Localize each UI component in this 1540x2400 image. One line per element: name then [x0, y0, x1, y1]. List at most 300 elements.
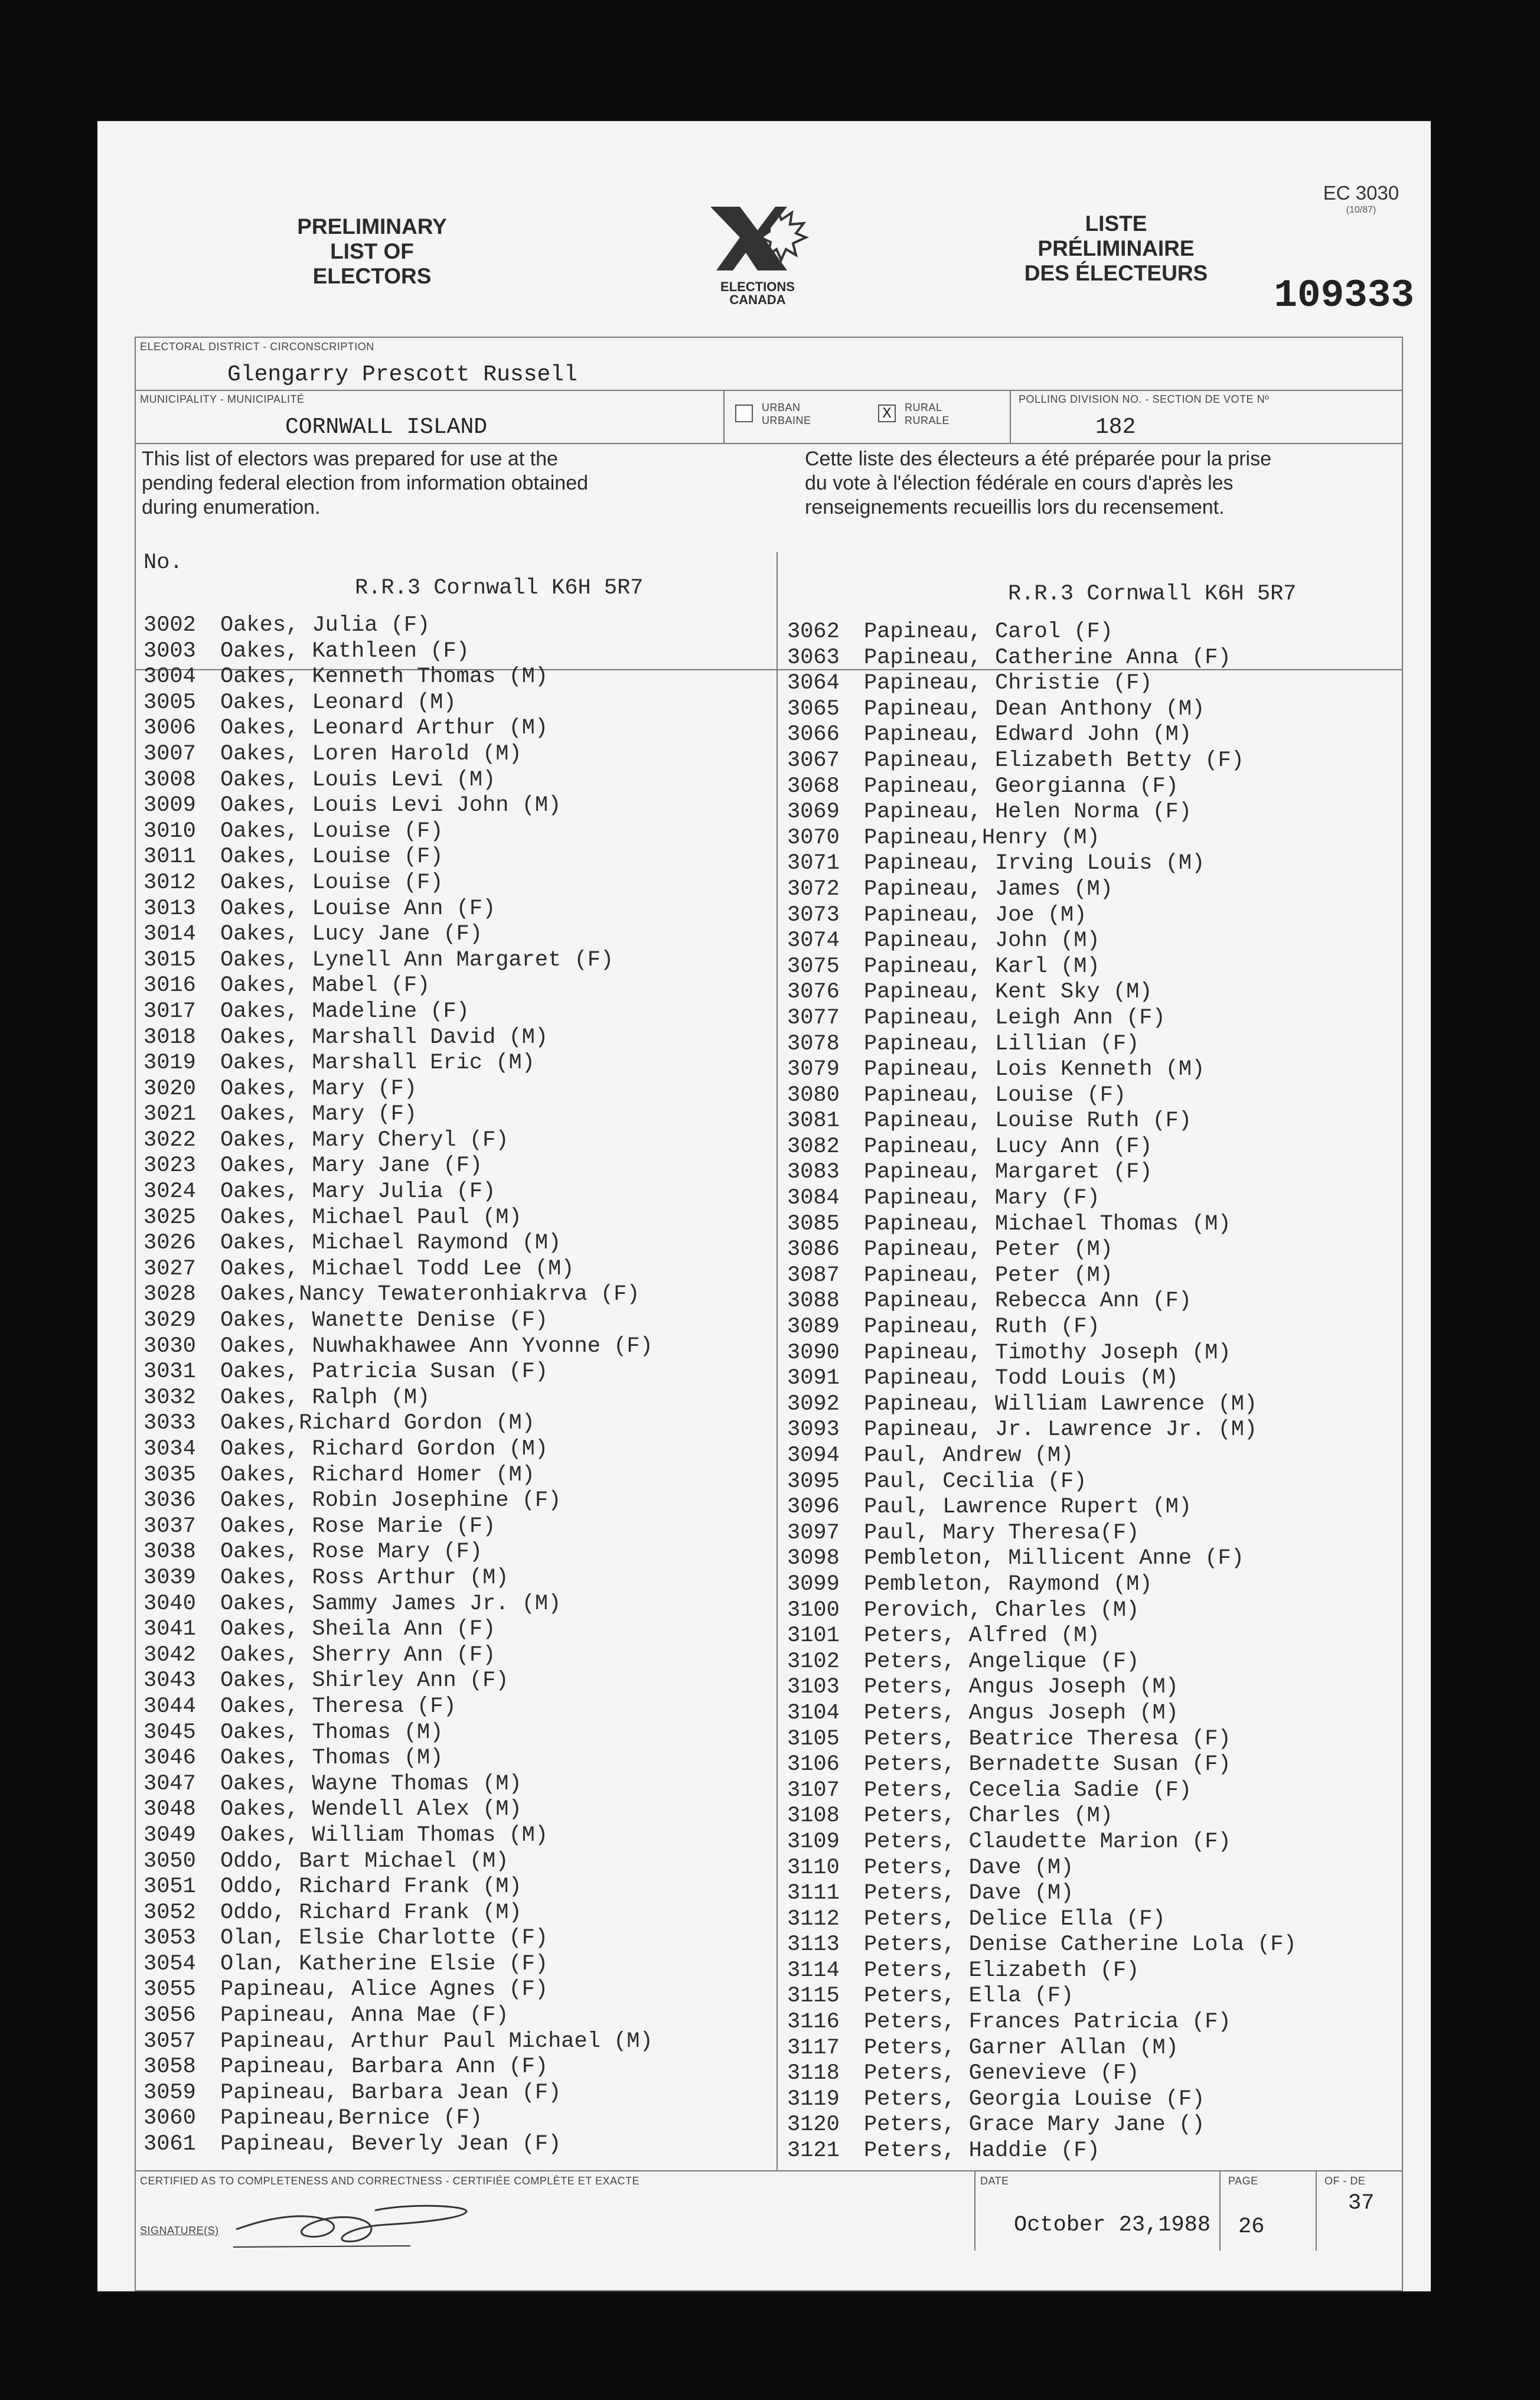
elector-name: Papineau, Christie (F) [864, 671, 1153, 696]
list-item [143, 1463, 769, 1489]
elector-name: Papineau, Lucy Ann (F) [864, 1134, 1153, 1159]
elector-name: Oakes, Loren Harold (M) [220, 741, 522, 767]
list-item [143, 1411, 769, 1437]
elector-number: 3096 [787, 1495, 840, 1520]
list-item [787, 2112, 1401, 2138]
number-column-label: No. [143, 550, 183, 575]
elector-name: Peters, Genevieve (F) [864, 2061, 1140, 2086]
elector-number: 3049 [143, 1822, 196, 1848]
list-item [143, 716, 769, 742]
elector-name: Pembleton, Raymond (M) [864, 1571, 1153, 1597]
notice-en-line-2: pending federal election from information obtained [142, 472, 589, 494]
elector-number: 3075 [787, 954, 840, 979]
elector-number: 3100 [787, 1597, 840, 1623]
list-item [143, 1694, 769, 1720]
elector-name: Papineau,Henry (M) [864, 825, 1100, 850]
list-item [787, 1057, 1401, 1083]
elector-name: Papineau, Peter (M) [864, 1237, 1113, 1263]
elector-number: 3099 [787, 1571, 840, 1597]
list-item [143, 768, 769, 794]
rural-checkbox[interactable]: X [878, 405, 896, 422]
elector-number: 3044 [143, 1694, 196, 1719]
list-item [143, 1514, 769, 1540]
title-en-line-3: ELECTORS [312, 264, 432, 288]
title-en-line-2: LIST OF [330, 239, 414, 263]
elector-number: 3022 [143, 1127, 196, 1153]
elector-name: Peters, Haddie (F) [864, 2138, 1100, 2164]
elector-name: Oakes, Mary Cheryl (F) [220, 1127, 509, 1153]
list-item [143, 1540, 769, 1566]
elector-number: 3084 [787, 1186, 840, 1211]
list-item [143, 1772, 769, 1798]
elector-number: 3066 [787, 722, 840, 748]
list-item [787, 671, 1401, 697]
elector-number: 3097 [787, 1520, 840, 1545]
elector-name: Papineau, John (M) [864, 928, 1100, 954]
elector-name: Peters, Frances Patricia (F) [864, 2010, 1231, 2035]
elector-name: Papineau, Louise Ruth (F) [864, 1108, 1192, 1134]
left-elector-list [143, 613, 769, 2158]
elector-name: Papineau, Helen Norma (F) [864, 800, 1192, 825]
elector-number: 3111 [787, 1881, 840, 1906]
district-value: Glengarry Prescott Russell [227, 362, 578, 387]
elector-name: Papineau, Rebecca Ann (F) [864, 1289, 1192, 1314]
elector-number: 3058 [143, 2055, 196, 2080]
elector-name: Peters, Angus Joseph (M) [864, 1675, 1179, 1700]
elector-name: Oakes, Theresa (F) [220, 1694, 456, 1719]
right-elector-list [787, 619, 1401, 2164]
notice-fr-line-3: renseignements recueillis lors du recensement. [805, 496, 1225, 519]
elector-name: Oakes, Mary (F) [220, 1076, 417, 1101]
elector-name: Papineau, Leigh Ann (F) [864, 1005, 1166, 1031]
elector-name: Oakes, Ralph (M) [220, 1385, 430, 1410]
elector-number: 3030 [143, 1333, 196, 1359]
urban-label-en: URBAN [762, 402, 801, 413]
elector-number: 3115 [787, 1984, 840, 2009]
signature-label: SIGNATURE(S) [140, 2225, 219, 2236]
elector-number: 3009 [143, 793, 196, 819]
polling-division-value: 182 [1095, 415, 1136, 440]
elector-number: 3035 [143, 1462, 196, 1488]
elector-number: 3071 [787, 851, 840, 876]
elector-number: 3088 [787, 1289, 840, 1314]
elector-name: Peters, Angelique (F) [864, 1649, 1140, 1674]
title-english [275, 214, 469, 289]
elector-name: Oddo, Richard Frank (M) [220, 1900, 522, 1925]
elector-name: Oakes, Nuwhakhawee Ann Yvonne (F) [220, 1333, 653, 1359]
serial-number: 109333 [1274, 273, 1414, 318]
list-item [787, 1572, 1401, 1598]
list-item [143, 1128, 769, 1154]
elector-name: Oakes, Sammy James Jr. (M) [220, 1591, 562, 1616]
list-item [787, 1495, 1401, 1521]
list-item [787, 1778, 1401, 1804]
elector-name: Oakes, Ross Arthur (M) [220, 1565, 509, 1590]
elector-name: Oakes, Louis Levi (M) [220, 767, 496, 793]
list-item [787, 1881, 1401, 1907]
elector-name: Papineau, Anna Mae (F) [220, 2003, 509, 2029]
rural-label [905, 401, 950, 427]
footer-divider [135, 2170, 1403, 2171]
elector-number: 3029 [143, 1308, 196, 1333]
list-item [143, 664, 769, 690]
elector-number: 3032 [143, 1385, 196, 1410]
list-item [787, 619, 1401, 645]
elections-canada-logo [699, 201, 817, 307]
list-item [143, 1592, 769, 1618]
list-item [143, 1437, 769, 1463]
list-item [143, 2106, 769, 2132]
elector-name: Oakes, Lynell Ann Margaret (F) [220, 947, 614, 973]
title-french [1001, 211, 1231, 286]
elector-number: 3077 [787, 1005, 840, 1031]
list-item [143, 1977, 769, 2003]
list-item [143, 1720, 769, 1746]
elector-number: 3016 [143, 973, 196, 999]
list-item [143, 1643, 769, 1669]
date-label: DATE [980, 2175, 1009, 2187]
elector-number: 3073 [787, 902, 840, 928]
list-item [143, 639, 769, 665]
elector-number: 3053 [143, 1926, 196, 1951]
elector-name: Peters, Ella (F) [864, 1984, 1074, 2009]
elector-number: 3018 [143, 1025, 196, 1050]
elector-name: Papineau, Elizabeth Betty (F) [864, 748, 1244, 773]
elector-name: Oakes, Mary Julia (F) [220, 1179, 496, 1205]
elector-name: Papineau, Joe (M) [864, 902, 1087, 928]
elector-number: 3105 [787, 1726, 840, 1752]
elector-number: 3072 [787, 876, 840, 902]
elector-number: 3040 [143, 1591, 196, 1616]
elector-name: Oakes, Wayne Thomas (M) [220, 1771, 522, 1796]
list-item [787, 1212, 1401, 1238]
elector-name: Oakes, Louise (F) [220, 819, 443, 844]
divider [135, 390, 1403, 391]
list-item [787, 1598, 1401, 1624]
form-revision: (10/87) [1346, 205, 1376, 215]
date-value: October 23,1988 [1014, 2213, 1211, 2238]
elector-name: Papineau, Beverly Jean (F) [220, 2132, 562, 2157]
list-item [143, 1257, 769, 1283]
list-item [143, 1746, 769, 1772]
list-item [143, 1952, 769, 1978]
list-item [787, 1932, 1401, 1958]
elector-number: 3036 [143, 1488, 196, 1514]
list-item [143, 948, 769, 974]
elector-name: Oakes, Kathleen (F) [220, 638, 469, 664]
elector-name: Oddo, Richard Frank (M) [220, 1874, 522, 1900]
elector-name: Papineau, Georgianna (F) [864, 774, 1179, 799]
list-item [787, 1186, 1401, 1212]
list-item [787, 2138, 1401, 2164]
logo-text-elections: ELECTIONS [720, 279, 795, 294]
list-item [787, 697, 1401, 723]
elector-name: Peters, Cecelia Sadie (F) [864, 1778, 1192, 1803]
elector-number: 3037 [143, 1514, 196, 1539]
list-item [143, 1668, 769, 1694]
elector-name: Peters, Delice Ella (F) [864, 1906, 1166, 1932]
notice-english [142, 447, 732, 520]
elector-number: 3119 [787, 2086, 840, 2112]
elector-number: 3005 [143, 690, 196, 715]
signature-mark [233, 2194, 469, 2253]
elector-name: Papineau, Karl (M) [864, 954, 1100, 979]
list-item [787, 800, 1401, 826]
elector-name: Oakes, Richard Homer (M) [220, 1462, 535, 1488]
elector-name: Oakes, Thomas (M) [220, 1720, 443, 1745]
list-item [143, 1282, 769, 1308]
list-item [143, 613, 769, 639]
elector-number: 3064 [787, 671, 840, 696]
elector-number: 3046 [143, 1746, 196, 1771]
elector-number: 3061 [143, 2132, 196, 2157]
list-item [143, 1051, 769, 1077]
elector-number: 3020 [143, 1076, 196, 1101]
elector-number: 3069 [787, 800, 840, 825]
list-item [143, 2081, 769, 2106]
list-item [787, 1958, 1401, 1984]
elector-name: Peters, Claudette Marion (F) [864, 1829, 1231, 1854]
elector-name: Peters, Denise Catherine Lola (F) [864, 1932, 1297, 1958]
list-item [143, 896, 769, 922]
elector-name: Papineau, Edward John (M) [864, 722, 1192, 748]
list-item [787, 1006, 1401, 1032]
list-item [787, 2061, 1401, 2087]
urban-label [762, 401, 811, 427]
elector-name: Oakes, Michael Paul (M) [220, 1205, 522, 1230]
elector-name: Oakes, Louis Levi John (M) [220, 793, 562, 819]
elector-number: 3070 [787, 825, 840, 850]
list-item [787, 1134, 1401, 1160]
elector-name: Papineau, Jr. Lawrence Jr. (M) [864, 1417, 1258, 1443]
elector-name: Oakes, Leonard Arthur (M) [220, 716, 549, 741]
list-item [787, 1160, 1401, 1186]
elector-name: Oakes, Michael Todd Lee (M) [220, 1256, 575, 1281]
title-fr-line-3: DES ÉLECTEURS [1024, 261, 1208, 285]
elector-name: Oakes, Patricia Susan (F) [220, 1359, 549, 1385]
elector-number: 3033 [143, 1411, 196, 1436]
elector-number: 3102 [787, 1649, 840, 1674]
list-item [787, 1443, 1401, 1469]
list-item [143, 1153, 769, 1179]
elector-number: 3118 [787, 2061, 840, 2086]
list-item [787, 1341, 1401, 1367]
elector-number: 3014 [143, 922, 196, 947]
elector-number: 3090 [787, 1340, 840, 1365]
elector-name: Oakes, Michael Raymond (M) [220, 1231, 562, 1256]
list-item [143, 793, 769, 819]
elector-name: Peters, Alfred (M) [864, 1623, 1100, 1649]
list-item [143, 819, 769, 845]
elector-number: 3042 [143, 1642, 196, 1668]
list-item [143, 973, 769, 999]
elector-name: Peters, Bernadette Susan (F) [864, 1752, 1231, 1778]
elector-number: 3087 [787, 1263, 840, 1288]
elector-number: 3078 [787, 1031, 840, 1056]
elector-number: 3093 [787, 1417, 840, 1443]
urban-checkbox[interactable] [735, 405, 753, 422]
elector-number: 3092 [787, 1391, 840, 1417]
list-item [787, 1830, 1401, 1856]
elector-name: Papineau, Louise (F) [864, 1082, 1127, 1108]
list-item [787, 748, 1401, 774]
list-item [143, 1102, 769, 1128]
page-value: 26 [1238, 2215, 1265, 2239]
elector-number: 3057 [143, 2029, 196, 2054]
elector-number: 3079 [787, 1057, 840, 1082]
list-item [787, 1752, 1401, 1778]
list-item [787, 645, 1401, 671]
list-item [143, 1025, 769, 1051]
list-item [787, 1675, 1401, 1701]
list-item [143, 1823, 769, 1849]
elector-name: Oakes,Richard Gordon (M) [220, 1411, 535, 1436]
elector-number: 3112 [787, 1906, 840, 1932]
document-page [97, 121, 1431, 2291]
elector-number: 3019 [143, 1051, 196, 1076]
elector-number: 3116 [787, 2010, 840, 2035]
elector-number: 3081 [787, 1108, 840, 1134]
elector-number: 3114 [787, 1958, 840, 1983]
elector-number: 3120 [787, 2112, 840, 2138]
elector-number: 3095 [787, 1469, 840, 1494]
elector-name: Oakes, Mabel (F) [220, 973, 430, 999]
list-item [143, 1077, 769, 1103]
notice-fr-line-1: Cette liste des électeurs a été préparée pour la prise [805, 448, 1272, 470]
elector-number: 3026 [143, 1231, 196, 1256]
list-item [143, 1385, 769, 1411]
elector-number: 3021 [143, 1102, 196, 1127]
list-item [143, 1308, 769, 1334]
elector-number: 3051 [143, 1874, 196, 1900]
rural-label-fr: RURALE [905, 415, 950, 426]
list-item [143, 1926, 769, 1952]
list-item [787, 1907, 1401, 1933]
elector-name: Olan, Elsie Charlotte (F) [220, 1926, 549, 1951]
list-item [143, 1231, 769, 1257]
elector-name: Papineau, Barbara Ann (F) [220, 2055, 549, 2080]
elector-number: 3006 [143, 716, 196, 741]
elector-name: Oakes, Mary (F) [220, 1102, 417, 1127]
list-item [143, 1359, 769, 1385]
elector-number: 3011 [143, 844, 196, 870]
elector-name: Oakes, Thomas (M) [220, 1746, 443, 1771]
elector-name: Oakes, Robin Josephine (F) [220, 1488, 562, 1514]
elector-number: 3062 [787, 619, 840, 644]
elector-number: 3055 [143, 1977, 196, 2003]
list-item [787, 928, 1401, 954]
elector-number: 3015 [143, 947, 196, 973]
elector-name: Oakes, Julia (F) [220, 613, 430, 638]
elector-name: Papineau, Barbara Jean (F) [220, 2080, 562, 2105]
district-label: ELECTORAL DISTRICT - CIRCONSCRIPTION [140, 341, 374, 353]
elector-name: Peters, Beatrice Theresa (F) [864, 1726, 1231, 1752]
elector-number: 3067 [787, 748, 840, 773]
elector-name: Paul, Andrew (M) [864, 1443, 1074, 1468]
elector-number: 3074 [787, 928, 840, 954]
elector-name: Oddo, Bart Michael (M) [220, 1848, 509, 1874]
elector-name: Peters, Elizabeth (F) [864, 1958, 1140, 1983]
list-item [143, 2029, 769, 2055]
urban-label-fr: URBAINE [762, 415, 811, 426]
list-item [787, 722, 1401, 748]
list-item [787, 1289, 1401, 1315]
notice-french [805, 447, 1401, 520]
elector-name: Papineau, William Lawrence (M) [864, 1391, 1258, 1417]
elector-number: 3091 [787, 1366, 840, 1391]
list-item [787, 1032, 1401, 1058]
elector-number: 3017 [143, 999, 196, 1024]
list-item [787, 1623, 1401, 1649]
elector-name: Peters, Dave (M) [864, 1881, 1074, 1906]
of-value: 37 [1348, 2191, 1375, 2216]
elector-number: 3031 [143, 1359, 196, 1385]
list-item [143, 844, 769, 870]
elector-number: 3041 [143, 1617, 196, 1642]
list-item [143, 1874, 769, 1900]
elector-number: 3109 [787, 1829, 840, 1854]
list-item [143, 1566, 769, 1592]
elector-name: Oakes, Wanette Denise (F) [220, 1308, 549, 1333]
list-item [787, 877, 1401, 903]
divider [1316, 2170, 1317, 2251]
elector-name: Oakes, Lucy Jane (F) [220, 922, 483, 947]
list-item [787, 1392, 1401, 1418]
elector-name: Oakes, Sherry Ann (F) [220, 1642, 496, 1668]
list-item [787, 1804, 1401, 1830]
elector-number: 3065 [787, 696, 840, 722]
list-item [787, 1984, 1401, 2010]
elector-number: 3098 [787, 1546, 840, 1571]
elector-number: 3003 [143, 638, 196, 664]
elector-name: Oakes, Marshall David (M) [220, 1025, 549, 1050]
elector-name: Peters, Garner Allan (M) [864, 2035, 1179, 2060]
elector-name: Oakes,Nancy Tewateronhiakrva (F) [220, 1282, 640, 1307]
elector-number: 3052 [143, 1900, 196, 1925]
elector-number: 3059 [143, 2080, 196, 2105]
list-item [787, 1546, 1401, 1572]
list-item [787, 2036, 1401, 2062]
elector-name: Papineau, Carol (F) [864, 619, 1113, 644]
elector-number: 3113 [787, 1932, 840, 1958]
elector-number: 3034 [143, 1437, 196, 1462]
elector-number: 3002 [143, 613, 196, 638]
elector-name: Papineau, Irving Louis (M) [864, 851, 1205, 876]
column-divider [776, 552, 778, 2170]
elector-number: 3094 [787, 1443, 840, 1468]
elector-number: 3082 [787, 1134, 840, 1159]
elector-number: 3106 [787, 1752, 840, 1778]
title-en-line-1: PRELIMINARY [297, 214, 447, 239]
municipality-label: MUNICIPALITY - MUNICIPALITÉ [140, 393, 305, 405]
list-item [143, 1205, 769, 1231]
certified-label: CERTIFIED AS TO COMPLETENESS AND CORRECTNESS - CERTIFIÉE COMPLÈTE ET EXACTE [140, 2175, 640, 2187]
list-item [787, 1521, 1401, 1547]
elector-number: 3025 [143, 1205, 196, 1230]
elector-name: Papineau, Lillian (F) [864, 1031, 1140, 1056]
list-item [787, 1315, 1401, 1341]
elector-name: Oakes, Wendell Alex (M) [220, 1797, 522, 1822]
list-item [787, 1701, 1401, 1727]
elector-name: Papineau, Timothy Joseph (M) [864, 1340, 1231, 1365]
elector-number: 3008 [143, 767, 196, 793]
divider [1219, 2170, 1221, 2251]
elector-number: 3089 [787, 1315, 840, 1340]
elector-number: 3068 [787, 774, 840, 799]
elector-name: Oakes, Leonard (M) [220, 690, 456, 715]
list-item [787, 980, 1401, 1006]
title-fr-line-2: PRÉLIMINAIRE [1037, 236, 1195, 260]
